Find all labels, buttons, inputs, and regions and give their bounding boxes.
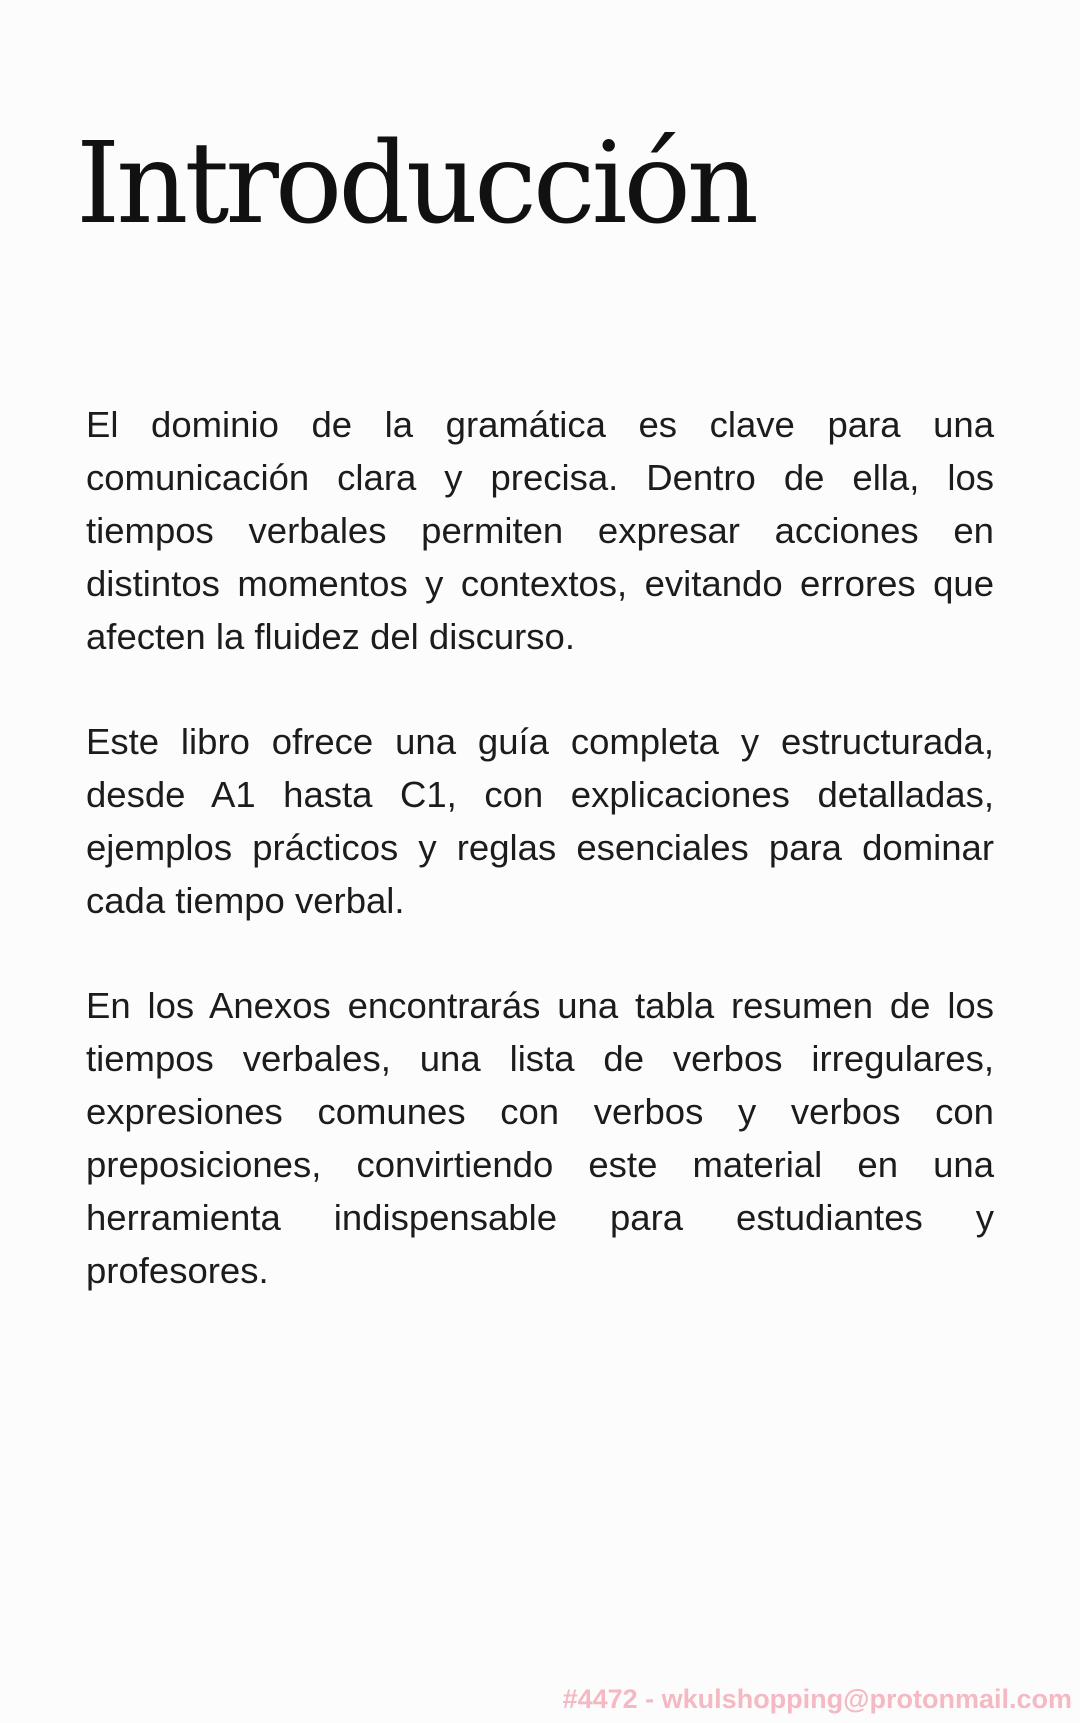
body-text (86, 398, 994, 1349)
paragraph-intro: El dominio de la gramática es clave para una comunicación clara y precisa. Dentro de ella, los tiempos verbales permiten expresar acciones en distintos momentos y contextos, evitando errores que afecten la fluidez del discurso. (86, 404, 994, 657)
page-title: Introducción (76, 119, 756, 249)
paragraph-annexes: En los Anexos encontrarás una tabla resumen de los tiempos verbales, una lista de verbos irregulares, expresiones comunes con verbos y verbos con preposiciones, convirtiendo este material en una herramienta indispensable para estudiantes y profesores. (86, 985, 994, 1291)
paragraph-book-overview: Este libro ofrece una guía completa y estructurada, desde A1 hasta C1, con explicaciones detalladas, ejemplos prácticos y reglas esenciales para dominar cada tiempo verbal. (86, 721, 994, 921)
watermark: #4472 - wkulshopping@protonmail.com (562, 1684, 1072, 1714)
